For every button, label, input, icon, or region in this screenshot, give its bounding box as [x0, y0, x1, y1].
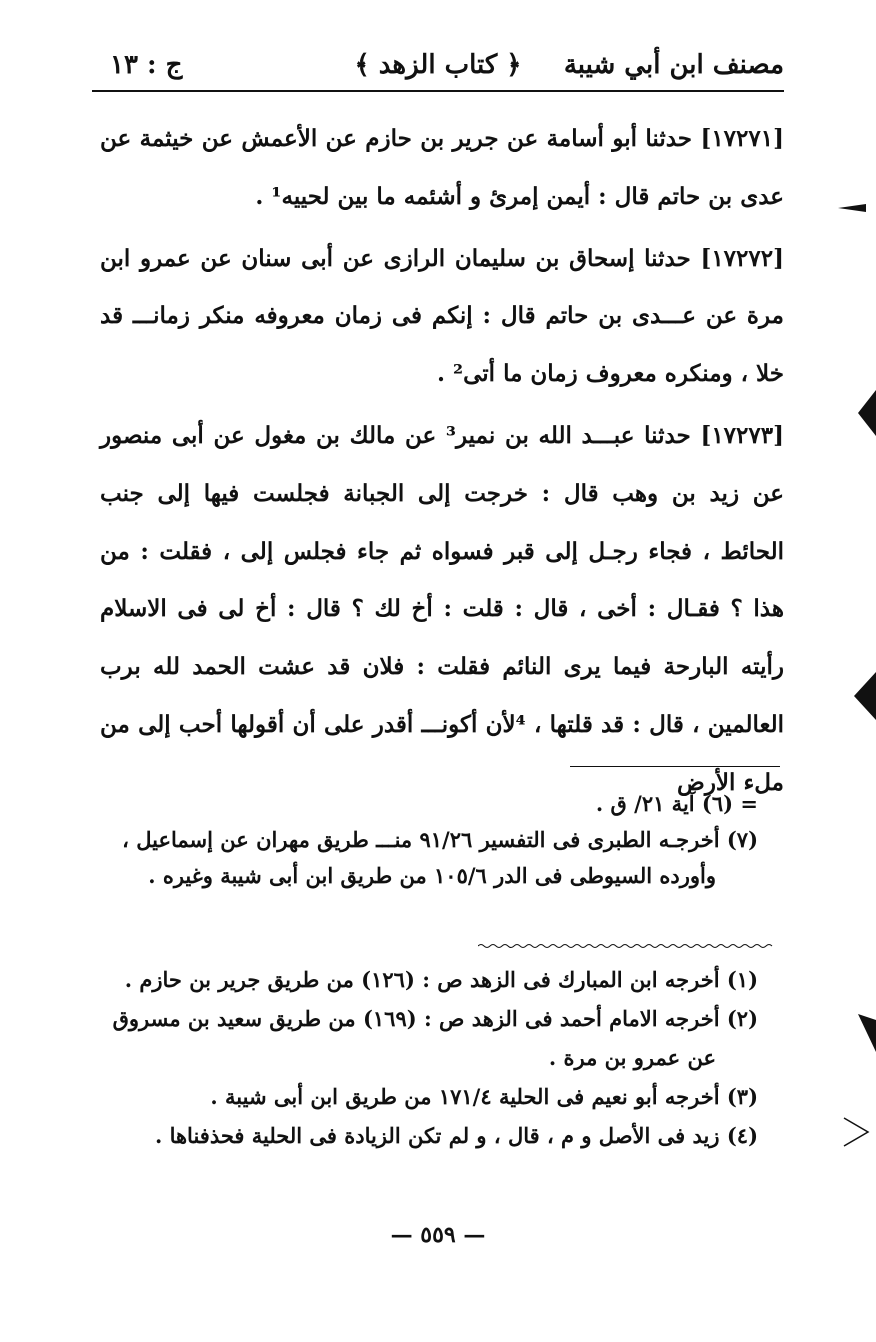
volume-number: ج : ١٣ [110, 50, 183, 80]
section-title: ﴿ كتاب الزهد ﴾ [354, 50, 522, 80]
footnote-line: وأورده السيوطى فى الدر ١٠٥/٦ من طريق ابن أبى شيبة وغيره . [148, 863, 716, 888]
margin-mark-icon [856, 390, 876, 436]
margin-mark-icon [854, 672, 876, 720]
footnote-line: عن عمرو بن مرة . [548, 1045, 716, 1070]
footnote-line: (٧) أخرجـه الطبرى فى التفسير ٩١/٢٦ منـــ طريق مهران عن إسماعيل ، [122, 827, 758, 852]
margin-mark-icon [836, 196, 876, 220]
hadith-text: حدثنا عبـــد الله بن نمير³ عن مالك بن مغول عن أبى منصور عن زيد بن وهب قال : خرجت إلى الجبانة فجلست فيها إلى جنب الحائط ، فجاء رجـل إلى قبر فسواه ثم جاء فجلس إلى ، فقلت : من هذا ؟ فقـال : أخى ، قال : قلت : أخ لك ؟ قال : أخ لى فى الاسلام رأيته البارحة فيما يرى النائم فقلت : فلان قد عشت الحمد لله برب العالمين ، قال : قد قلتها ، ⁴لأن أكونـــ أقدر على أن أقولها أحب إلى من ملء الأرض [100, 421, 784, 796]
hadith-text: حدثنا إسحاق بن سليمان الرازى عن أبى سنان عن عمرو ابن مرة عن عـــدى بن حاتم قال : إنكم فى زمان معروفه منكر زمانـــ قد خلا ، ومنكره معروف زمان ما أتى² . [100, 244, 784, 388]
running-header [92, 40, 784, 92]
hadith-paragraph [100, 110, 784, 226]
page-footnotes [108, 960, 758, 1155]
hadith-number: [١٧٢٧٢] [700, 244, 784, 272]
hadith-paragraph [100, 230, 784, 403]
page-number: — ٥٥٩ — [390, 1222, 486, 1248]
footnote-line: (٣) أخرجه أبو نعيم فى الحلية ١٧١/٤ من طريق ابن أبى شيبة . [210, 1084, 758, 1109]
wavy-separator [478, 942, 774, 950]
continued-footnotes [108, 786, 758, 894]
margin-mark-icon [840, 1114, 876, 1150]
footnote-line: (١) أخرجه ابن المبارك فى الزهد ص : (١٢٦) من طريق جرير بن حازم . [124, 967, 758, 992]
footnote-separator [570, 766, 780, 767]
footnote-line: (٢) أخرجه الامام أحمد فى الزهد ص : (١٦٩) من طريق سعيد بن مسروق [112, 1006, 758, 1031]
margin-mark-icon [858, 1014, 876, 1052]
footnote-line: (٤) زيد فى الأصل و م ، قال ، و لم تكن الزيادة فى الحلية فحذفناها . [154, 1123, 758, 1148]
hadith-text: حدثنا أبو أسامة عن جرير بن حازم عن الأعمش عن خيثمة عن عدى بن حاتم قال : أيمن إمرئ و أشئمه ما بين لحييه¹ . [100, 125, 784, 210]
hadith-number: [١٧٢٧١] [700, 125, 784, 152]
footnote-line: = (٦) آية ٢١/ ق . [595, 791, 758, 816]
hadith-paragraph [100, 407, 784, 812]
hadith-number: [١٧٢٧٣] [700, 421, 784, 449]
main-text [100, 110, 784, 796]
book-title: مصنف ابن أبي شيبة [563, 50, 784, 80]
